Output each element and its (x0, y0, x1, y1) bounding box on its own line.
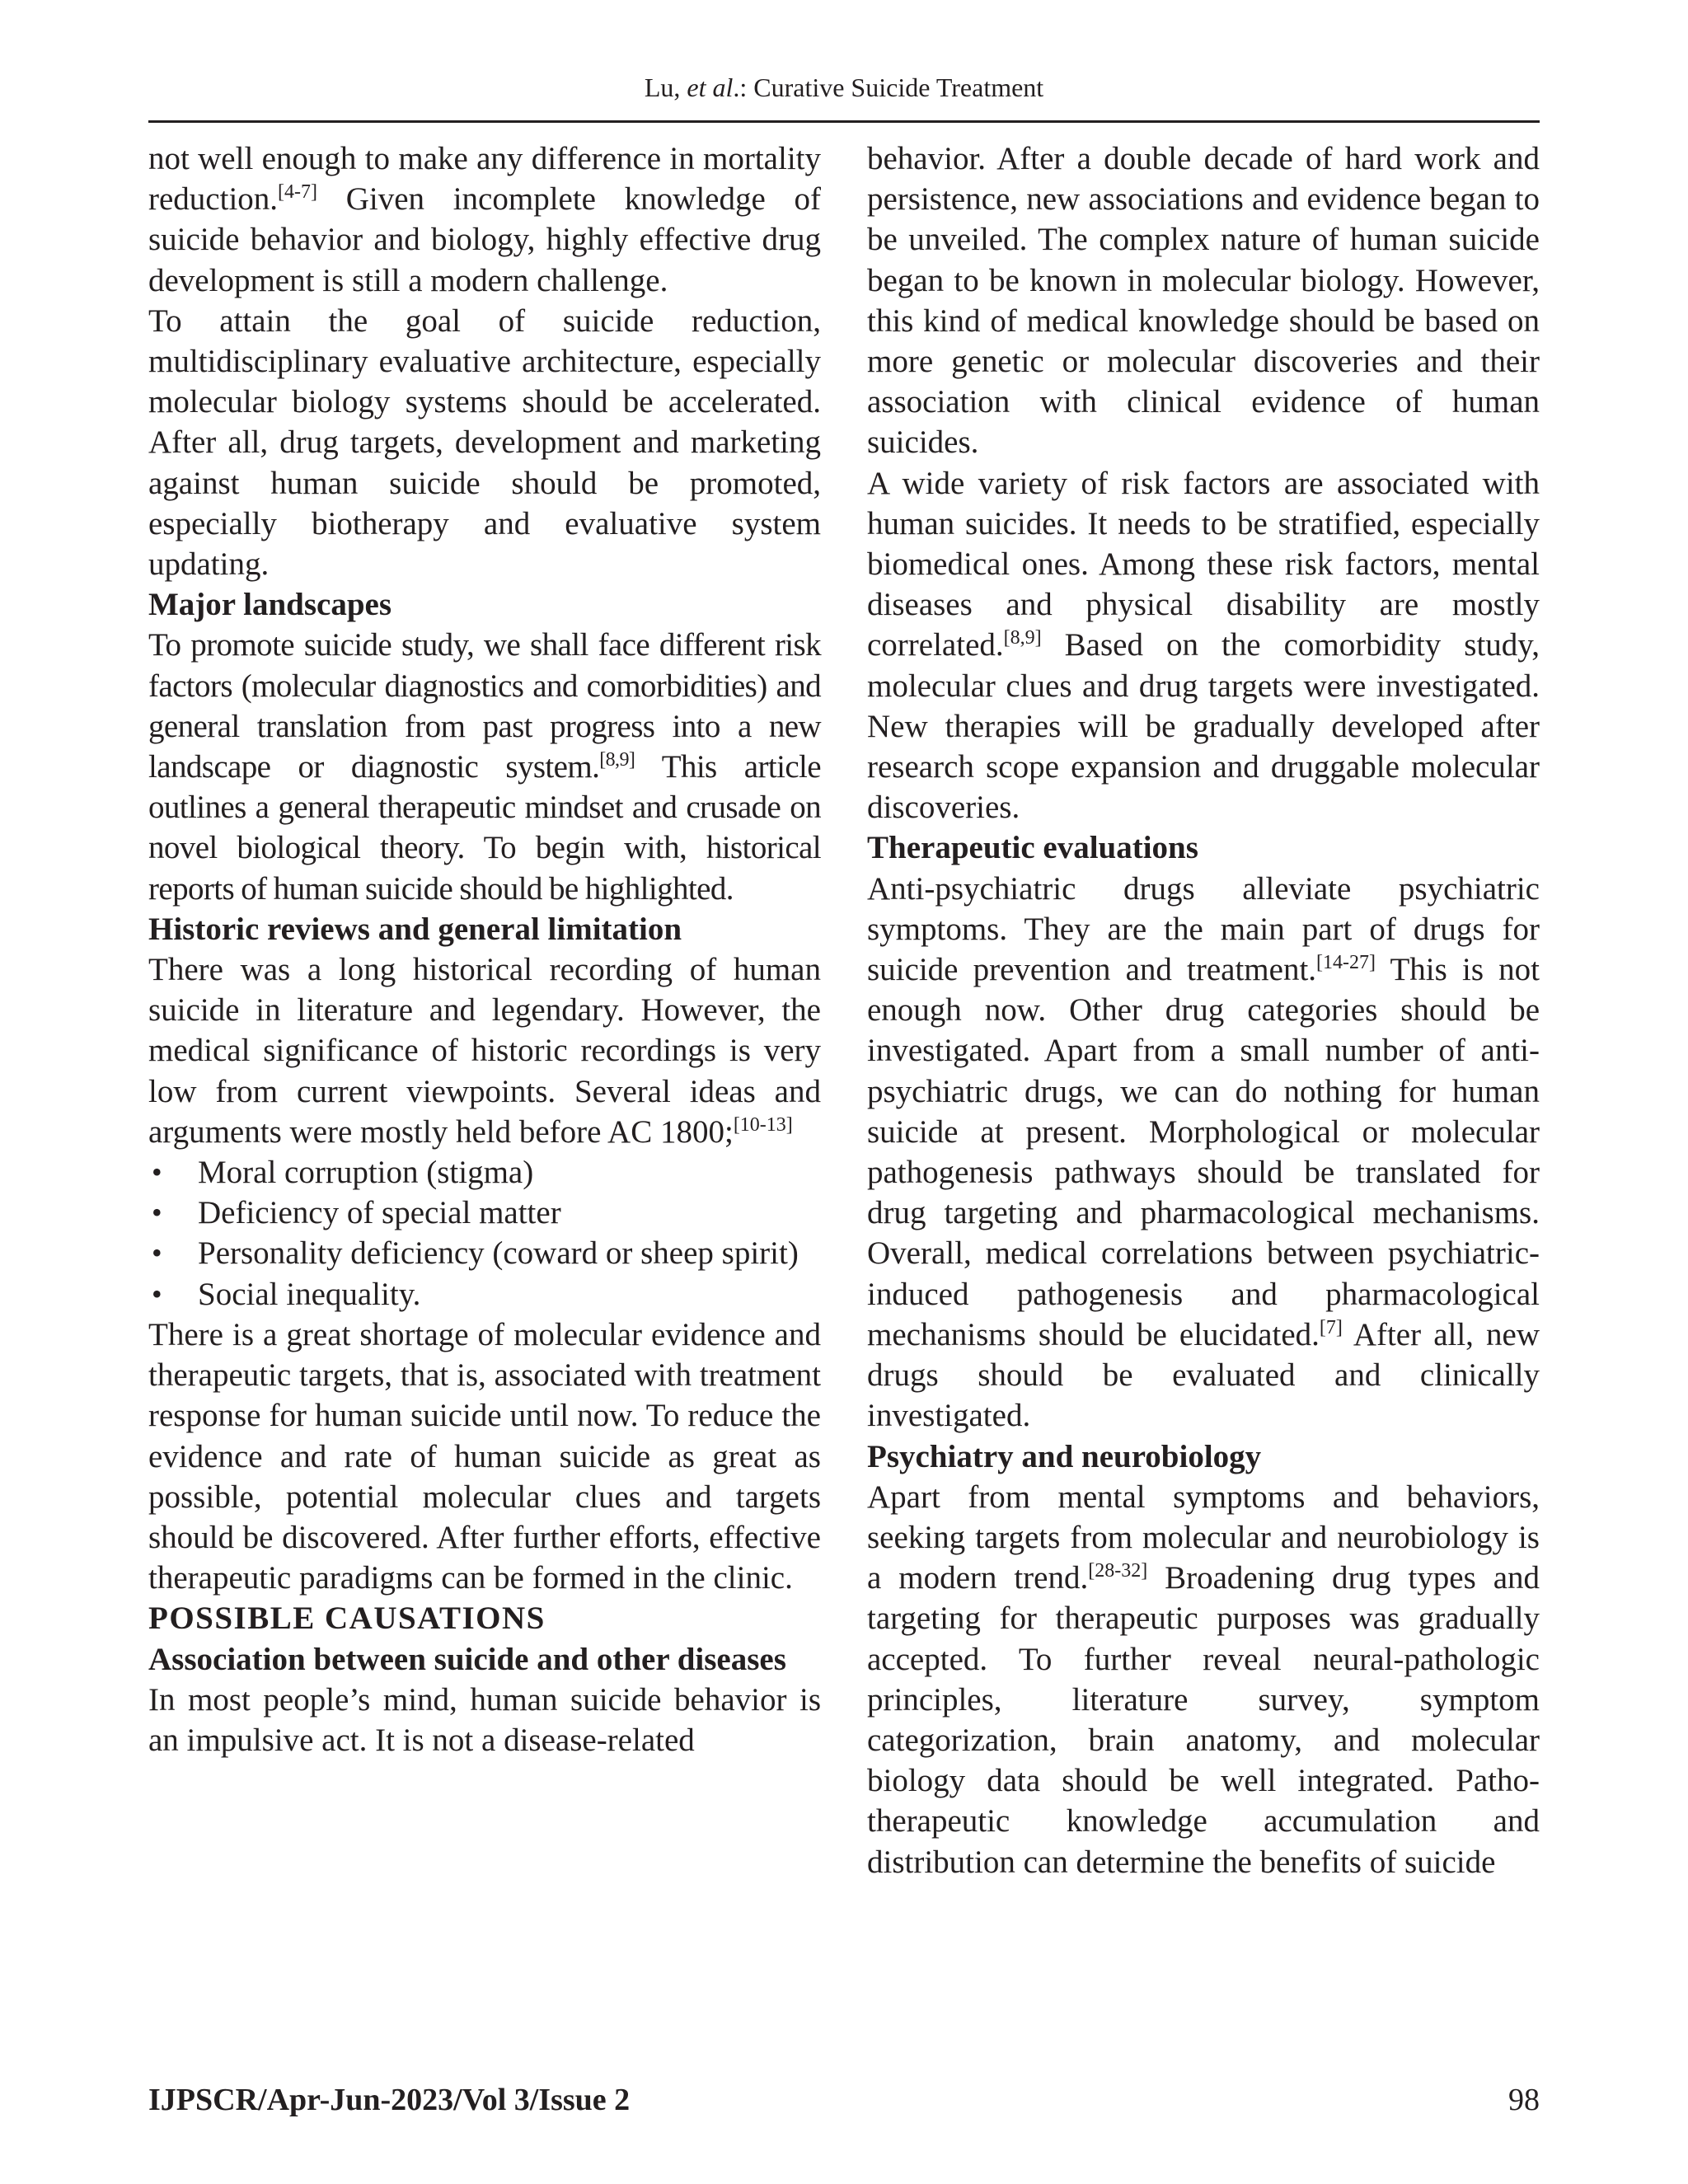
section-heading: Therapeutic evaluations (867, 830, 1198, 866)
running-header (148, 69, 1540, 105)
left-column (148, 138, 821, 1760)
paragraph: In most people’s mind, human suicide behavior is an impulsive act. It is not a disease-related (148, 1681, 821, 1758)
journal-footer: IJPSCR/Apr-Jun-2023/Vol 3/Issue 2 (148, 2083, 631, 2117)
paragraph: To attain the goal of suicide reduction, multidisciplinary evaluative architecture, especially molecular biology systems should be accelerated. After all, drug targets, development and marketing against human suicide should be promoted, especially biotherapy and evaluative system updating. (148, 302, 821, 583)
citation: [10-13] (733, 1113, 793, 1136)
citation: [8,9] (599, 749, 635, 771)
header-etal: et al (687, 73, 734, 102)
subsection-heading: Association between suicide and other diseases (148, 1641, 786, 1677)
paragraph: behavior. After a double decade of hard work and persistence, new associations and evidence began to be unveiled. The complex nature of human suicide began to be known in molecular biology. However, this kind of medical knowledge should be based on more genetic or molecular discoveries and their association with clinical evidence of human suicides. (867, 141, 1540, 461)
list-item: • Personality deficiency (coward or sheep spirit) (148, 1233, 821, 1273)
citation: [7] (1319, 1316, 1343, 1338)
bullet-list (148, 1152, 821, 1315)
header-title: .: Curative Suicide Treatment (733, 73, 1044, 102)
citation: [14-27] (1316, 952, 1376, 974)
paragraph: A wide variety of risk factors are associated with human suicides. It needs to be stratified, especially biomedical ones. Among these risk factors, mental diseases and physical disability are mostly correlated.[8,9] Based on the comorbidity study, molecular clues and drug targets were investigated. New therapies will be gradually developed after research scope expansion and druggable molecular discoveries. (867, 465, 1540, 826)
paragraph: not well enough to make any difference in mortality reduction.[4-7] Given incomplete knowledge of suicide behavior and biology, highly effective drug development is still a modern challenge. (148, 141, 821, 298)
right-column (867, 138, 1540, 1882)
paragraph: There was a long historical recording of human suicide in literature and legendary. However, the medical significance of historic recordings is very low from current viewpoints. Several ideas and arguments were mostly held before AC 1800;[10-13] (148, 952, 821, 1150)
section-heading: Major landscapes (148, 587, 392, 623)
section-heading: Psychiatry and neurobiology (867, 1438, 1262, 1474)
citation: [28-32] (1088, 1560, 1148, 1582)
bullet-icon: • (152, 1155, 162, 1189)
bullet-icon: • (152, 1236, 162, 1270)
list-item: • Moral corruption (stigma) (148, 1152, 821, 1193)
bullet-icon: • (152, 1196, 162, 1230)
paragraph: To promote suicide study, we shall face different risk factors (molecular diagnostics and comorbidities) and general translation from past progress into a new landscape or diagnostic system.[8,9] This article outlines a general therapeutic mindset and crusade on novel biological theory. To begin with, historical reports of human suicide should be highlighted. (148, 627, 822, 907)
header-author: Lu, (644, 73, 687, 102)
bullet-icon: • (152, 1277, 162, 1310)
citation: [4-7] (278, 181, 318, 204)
header-rule (148, 120, 1540, 123)
list-item: • Social inequality. (148, 1274, 821, 1315)
citation: [8,9] (1003, 627, 1042, 649)
section-heading: POSSIBLE CAUSATIONS (148, 1601, 546, 1637)
list-item: • Deficiency of special matter (148, 1193, 821, 1233)
section-heading: Historic reviews and general limitation (148, 911, 682, 947)
page-number: 98 (1508, 2083, 1540, 2117)
paragraph: There is a great shortage of molecular evidence and therapeutic targets, that is, associated with treatment response for human suicide until now. To reduce the evidence and rate of human suicide as great as possible, potential molecular clues and targets should be discovered. After further efforts, effective therapeutic paradigms can be formed in the clinic. (148, 1316, 821, 1596)
paragraph: Apart from mental symptoms and behaviors, seeking targets from molecular and neurobiology is a modern trend.[28-32] Broadening drug types and targeting for therapeutic purposes was gradually accepted. To further reveal neural-pathologic principles, literature survey, symptom categorization, brain anatomy, and molecular biology data should be well integrated. Patho-therapeutic knowledge accumulation and distribution can determine the benefits of suicide (867, 1479, 1540, 1880)
paragraph: Anti-psychiatric drugs alleviate psychiatric symptoms. They are the main part of drugs for suicide prevention and treatment.[14-27] This is not enough now. Other drug categories should be investigated. Apart from a small number of anti-psychiatric drugs, we can do nothing for human suicide at present. Morphological or molecular pathogenesis pathways should be translated for drug targeting and pharmacological mechanisms. Overall, medical correlations between psychiatric-induced pathogenesis and pharmacological mechanisms should be elucidated.[7] After all, new drugs should be evaluated and clinically investigated. (867, 870, 1540, 1434)
